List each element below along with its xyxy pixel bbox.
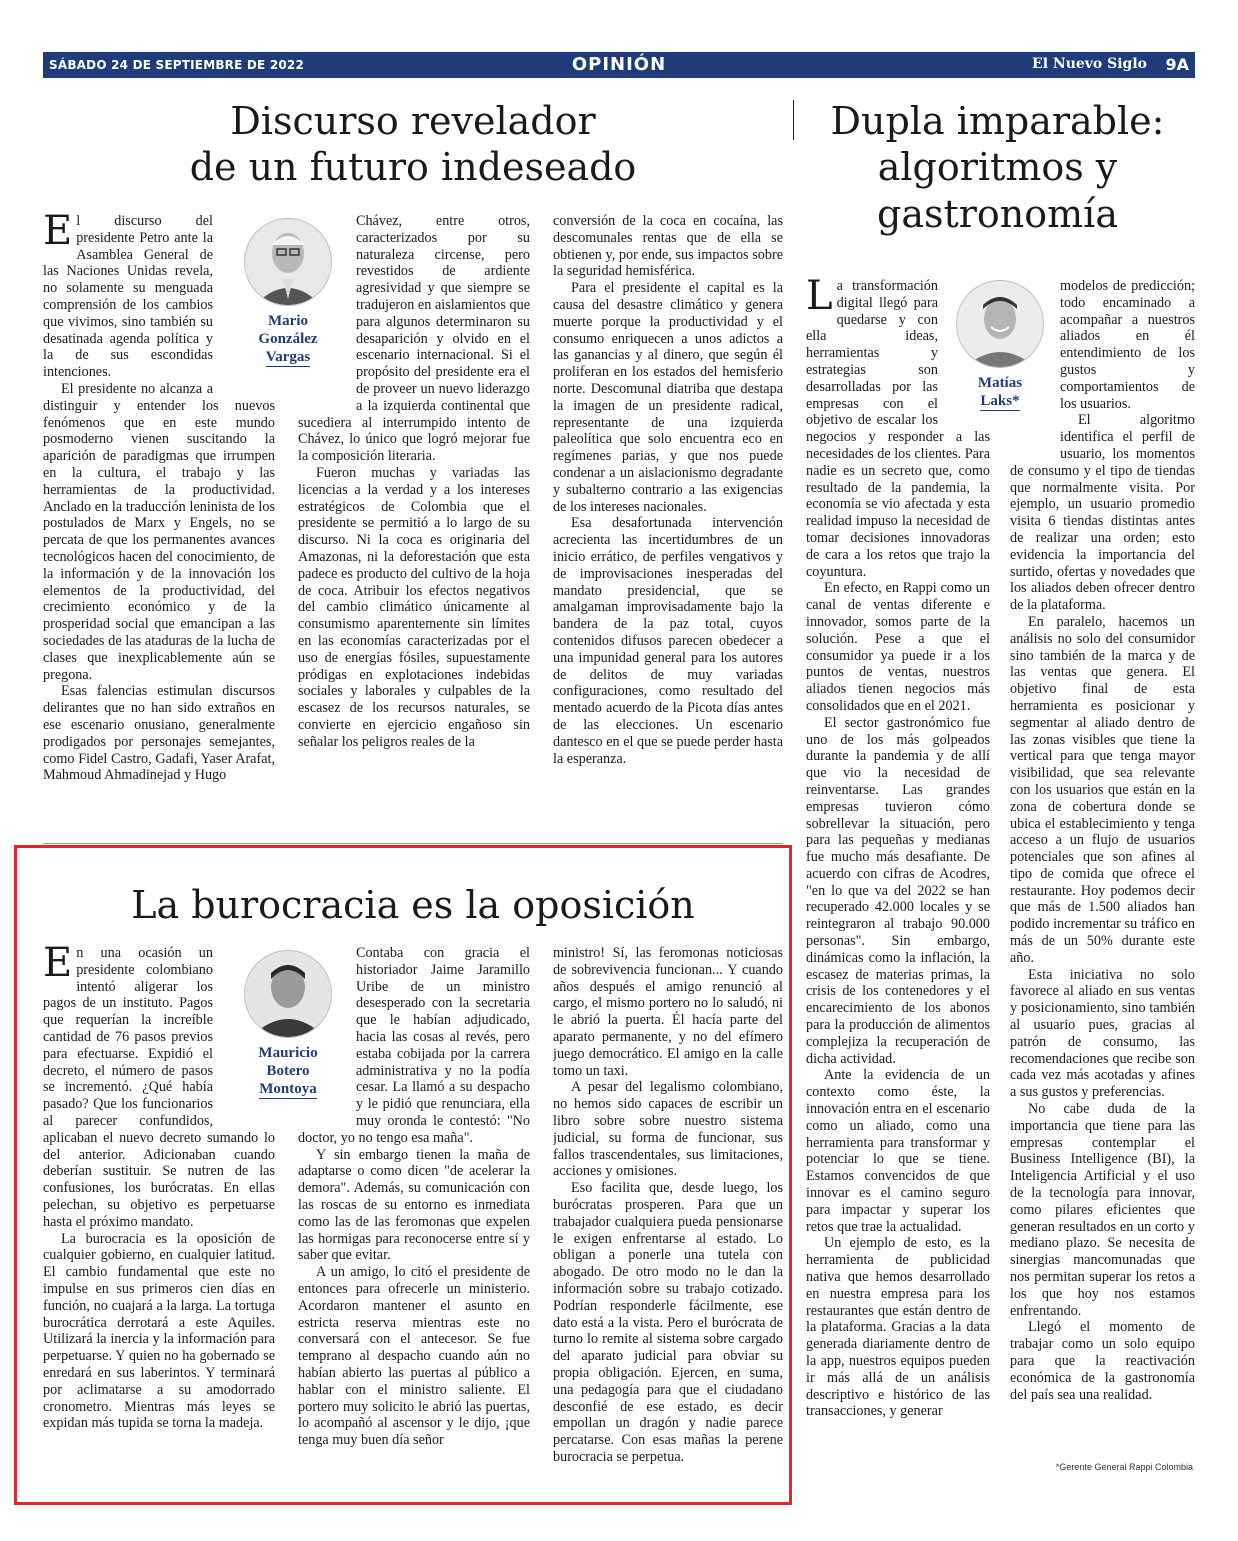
author-footnote: *Gerente General Rappi Colombia <box>1055 1462 1193 1472</box>
article1-column-2: Chávez, entre otros, caracterizados por su naturaleza circense, pero revestidos de ardiente agresividad y que siempre se tradujeron en aislamientos que para algunos determinaron su desaparición y olvido en el escenario internacional. Si el propósito del presidente era el de proveer un nuevo liderazgo a la izquierda continental que sucediera al interrumpido intento de Chávez, lo único que logró mejorar fue la composición literaria. Fueron muchas y variadas las licencias a la verdad y a los intereses estratégicos de Colombia que el presidente se permitió a lo largo de su discurso. Ni la coca es originaria del Amazonas, ni la deforestación que esta padece es producto del cultivo de la hoja de coca. Atribuir los efectos negativos del cambio climático únicamente al consumismo aparentemente sin límites en las economías caracterizadas por el uso de energías fósiles, supuestamente pródigas en explotaciones indebidas sociales y laborales y culpables de la escasez de los recursos naturales, se convierte en ejercicio engañoso sin señalar los peligros reales de la <box>298 213 530 750</box>
article1-column-1: El discurso del presidente Petro ante la Asamblea General de las Naciones Unidas revela, no solamente su menguada comprensión de los cambios que vivimos, sino también su desatinada agenda política y la de sus escondidas intenciones. El presidente no alcanza a distinguir y entender los nuevos fenómenos que en este mundo posmoderno vienen suscitando la aparición de paradigmas que irrumpen en la cultura, el trabajo y las herramientas de la productividad. Anclado en la traducción leninista de los postulados de Marx y Engels, no se percata de que los permanentes avances tecnológicos hacen del conocimiento, de la información y de la innovación los elementos de la productividad, del crecimiento económico y de la prosperidad social que emancipan a las sociedades de las ataduras de la lucha de clases que inexplicablemente aún se pregona. Esas falencias estimulan discursos delirantes que no han sido extraños en ese escenario onusiano, generalmente prodigados por personajes semejantes, como Fidel Castro, Gadafi, Yaser Arafat, Mahmoud Ahmadinejad y Hugo <box>43 213 275 784</box>
author-name: Matías Laks* <box>977 375 1023 409</box>
article1-headline-line1: Discurso revelador <box>230 99 596 143</box>
article3-column-1: La transformación digital llegó para quedarse y con ella ideas, herramientas y estrategias son desarrolladas por las empresas con el objetivo de escalar los negocios y responder a las necesidades de los clientes. Para nadie es un secreto que, como resultado de la pandemia, la economía se vio afectada y esta realidad impuso la necesidad de tomar decisiones innovadoras de cara a los retos que trajo la coyuntura. En efecto, en Rappi como un canal de ventas diferente e innovador, somos parte de la solución. Pese a que el consumidor ya puede ir a los puntos de ventas, nuestros aliados tienen negocios más consolidados que en el 2021. El sector gastronómico fue uno de los más golpeados durante la pandemia y de allí que vio la necesidad de reinventarse. Las grandes empresas tuvieron cómo sobrellevar la situación, pero para las pequeñas y medianas fue mucho más desafiante. De acuerdo con cifras de Acodres, "en lo que va del 2022 se han recuperado 42.000 locales y se reintegraron al trabajo 90.000 personas". Sin embargo, dinámicas como la inflación, la escasez de materias primas, la crisis de los contenedores y el encarecimiento de los abonos para la producción de alimentos complejiza la recuperación de dicha actividad. Ante la evidencia de un contexto como éste, la innovación entra en el escenario como un aliado, como una herramienta para transformar y potenciar lo que se tiene. Estamos convencidos de que innovar es el camino seguro para impactar y superar los retos que trae la actualidad. Un ejemplo de esto, es la herramienta de publicidad nativa que hemos desarrollado en nuestra empresa para los restaurantes que están dentro de la plataforma. Gracias a la data generada diariamente dentro de la app, nuestros equipos pueden ir más allá de un análisis descriptivo e histórico de las transacciones, y generar <box>806 278 990 1420</box>
author-name: Mario González Vargas <box>258 313 318 365</box>
page-number: 9A <box>1165 55 1189 74</box>
article3-headline-line3: gastronomía <box>877 191 1118 236</box>
author-name: Mauricio Botero Montoya <box>258 1045 318 1097</box>
article3-headline-line2: algoritmos y <box>877 145 1118 190</box>
section-title: OPINIÓN <box>571 54 667 75</box>
article3-headline-line1: Dupla imparable: <box>830 99 1165 143</box>
column-divider <box>793 100 794 140</box>
article-divider <box>43 843 783 844</box>
article2-headline: La burocracia es la oposición <box>131 883 695 927</box>
article1-headline-line2: de un futuro indeseado <box>189 145 637 190</box>
masthead-bar <box>43 52 1195 78</box>
article2-column-2: Contaba con gracia el historiador Jaime Jaramillo Uribe de un ministro desesperado con la secretaria que le habían adjudicado, hacia las cosas al revés, pero estaba cobijada por la carrera administrativa y no la podía cesar. La llamó a su despacho y le pidió que renunciara, ella muy oronda le contestó: "No doctor, yo no tengo esa maña". Y sin embargo tienen la maña de adaptarse o como dicen "de acelerar la demora". Además, su comunicación con las roscas de su entorno es inmediata como las de las feromonas que expelen las hormigas para reconocerse entre sí y saber que evitar. A un amigo, lo citó el presidente de entonces para ofrecerle un ministerio. Acordaron mantener el asunto en estricta reserva mientras este no conversará con el antecesor. Se fue temprano al despacho cuando aún no habían abierto las puertas al público a hablar con el ministro saliente. El portero muy solicito le abrió las puertas, lo acompañó al ascensor y le dijo, ¡que tenga muy buen día señor <box>298 945 530 1449</box>
newspaper-name: El Nuevo Siglo <box>1032 56 1147 72</box>
article1-column-3: conversión de la coca en cocaína, las descomunales rentas que de ella se obtienen y, por ende, sus impactos sobre la seguridad hemisférica. Para el presidente el capital es la causa del desastre climático y genera muerte porque la productividad y el consumo enriquecen a unos adictos a las ganancias y al dinero, que según él proliferan en los estados del hemisferio norte. Descomunal diatriba que destapa la imagen de un presidente radical, representante de una izquierda paleolítica que solo encuentra eco en regímenes parias, y que nos puede condenar a un aislacionismo degradante y subalterno contrario a las exigencias de los intereses nacionales. Esa desafortunada intervención acrecienta las incertidumbres de un inicio errático, de perfiles vengativos y de improvisaciones inesperadas del mandato presidencial, que se amalgaman improvisadamente bajo la bandera de la paz total, cuyos contenidos difusos parecen obedecer a una impunidad general para los autores de delitos de muy variadas configuraciones, como resultado del mentado acuerdo de la Picota días antes de las elecciones. Un escenario dantesco en el que se puede perder hasta la esperanza. <box>553 213 783 767</box>
article3-column-2: modelos de predicción; todo encaminado a acompañar a nuestros aliados en él entendimiento de los gustos y comportamientos de los usuarios. El algoritmo identifica el perfil de usuario, los momentos de consumo y el tipo de tiendas que normalmente visita. Por ejemplo, un usuario promedio visita 6 tiendas distintas antes de realizar una orden; esto evidencia la importancia del surtido, ofertas y novedades que los aliados deben ofrecer dentro de la plataforma. En paralelo, hacemos un análisis no solo del consumidor sino también de la marca y de las ventas que genera. El objetivo final de esta herramienta es posicionar y segmentar al aliado dentro de las zonas visibles que tiene la vertical para que tenga mayor visibilidad, que sea relevante con los usuarios que están en la zona de cobertura donde se ubica el establecimiento y tenga acceso a un flujo de usuarios potenciales que son afines al tipo de comida que ofrece el restaurante. Hoy podemos decir que más de 1.500 aliados han podido incrementar su tráfico en más de un 50% durante este año. Esta iniciativa no solo favorece al aliado en sus ventas y posicionamiento, sino también al usuario pues, gracias al patrón de consumo, las recomendaciones que recibe son cada vez más acotadas y afines a sus gustos y preferencias. No cabe duda de la importancia que tiene para las empresas contemplar el Business Intelligence (BI), la Inteligencia Artificial y el uso de la tecnología para innovar, como pilares eficientes que generan resultados en un corto y mediano plazo. Se necesita de sinergias mancomunadas que nos permitan superar los retos a los que hoy nos estamos enfrentando. Llegó el momento de trabajar como un solo equipo para que la reactivación económica de la gastronomía del país sea una realidad. <box>1010 278 1195 1403</box>
issue-date: SÁBADO 24 DE SEPTIEMBRE DE 2022 <box>49 58 305 72</box>
article1-headline <box>43 98 783 191</box>
article2-column-3: ministro! Sí, las feromonas noticiosas de sobrevivencia funcionan... Y cuando años después el amigo renunció al cargo, el mismo portero no lo saludó, ni le abrió la puerta. Él hacía parte del aparato permanente, y no del efímero juego democrático. El amigo en la calle tomo un taxi. A pesar del legalismo colombiano, no hemos sido capaces de escribir un libro sobre sobre nuestro sistema judicial, su forma de funcionar, sus fallos trascendentales, sus limitaciones, acciones y omisiones. Eso facilita que, desde luego, los burócratas prosperen. Para que un trabajador cualquiera pueda pensionarse le exigen enfrentarse al estado. Lo obligan a ponerle una tutela con abogado. De otro modo no le dan la información sobre su trabajo cotizado. Podrían responderle fácilmente, ese dato está a la vista. Pero el burócrata de turno lo remite al sistema sobre cargado del aparato judicial para obviar su propia obligación. Ejercen, en suma, una pedagogía para que el ciudadano desconfié de ese estado, es decir empollan un dragón y nadie parece percatarse. Con esas mañas la perene burocracia se perpetua. <box>553 945 783 1465</box>
article2-column-1: En una ocasión un presidente colombiano intentó aligerar los pagos de un instituto. Pagos que requerían la increíble cantidad de 76 pasos previos para efectuarse. Expidió el decreto, el número de pasos se incrementó. ¿Qué había pasado? Que los funcionarios al parecer confundidos, aplicaban el nuevo decreto sumando lo del anterior. Adicionaban cuando deberían sustituir. Se nutren de las confusiones, los burócratas. En ellas pelechan, su objetivo es perpetuarse hasta el próximo mandato. La burocracia es la oposición de cualquier gobierno, en cualquier latitud. El cambio fundamental que este no impulse en sus primeros cien días en función, no cuajará a la larga. La tortuga burocrática derrotará a este Aquiles. Utilizará la inercia y la información para perpetuarse. Y quien no ha gobernado se enredará en sus laberintos. Y terminará por aclimatarse a su amodorrado cronometro. Mientras más leyes se expidan más tupida se torna la madeja. <box>43 945 275 1432</box>
article3-headline <box>800 98 1195 237</box>
